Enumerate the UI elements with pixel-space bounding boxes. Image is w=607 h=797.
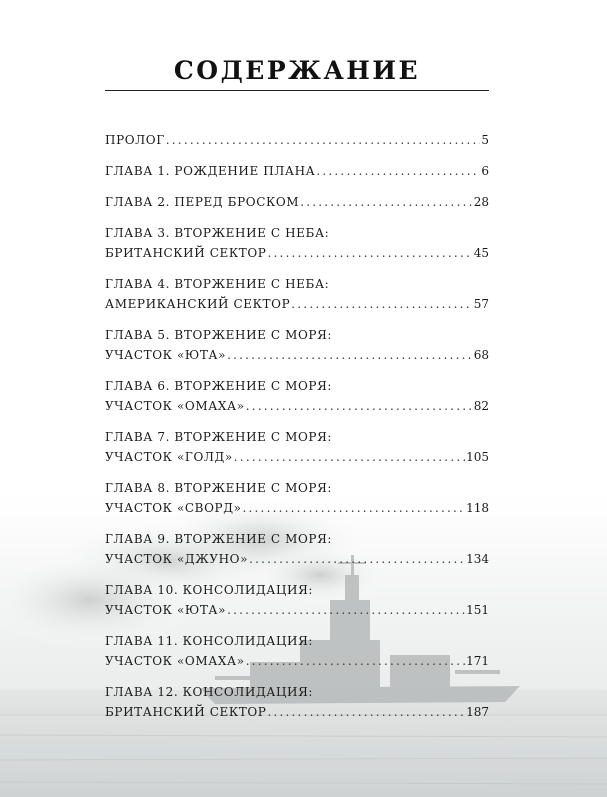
toc-page-number: 118 — [466, 501, 489, 515]
toc-entry-title: ГЛАВА 4. ВТОРЖЕНИЕ С НЕБА: — [105, 277, 330, 291]
toc-page-number: 171 — [466, 654, 489, 668]
dot-leader — [316, 161, 480, 181]
toc-entry-subtitle: БРИТАНСКИЙ СЕКТОР — [105, 246, 267, 260]
toc-page-number: 6 — [481, 164, 489, 178]
dot-leader — [246, 651, 465, 671]
toc-entry-chapter-5[interactable] — [105, 325, 489, 365]
title-divider — [105, 90, 489, 91]
toc-entry-title: ГЛАВА 10. КОНСОЛИДАЦИЯ: — [105, 583, 314, 597]
toc-entry-prologue[interactable] — [105, 130, 489, 150]
toc-entry-chapter-7[interactable] — [105, 427, 489, 467]
toc-page-number: 68 — [473, 348, 489, 362]
toc-entry-chapter-10[interactable] — [105, 580, 489, 620]
toc-entry-subtitle: АМЕРИКАНСКИЙ СЕКТОР — [105, 297, 291, 311]
page-title: СОДЕРЖАНИЕ — [173, 56, 421, 85]
dot-leader — [243, 498, 466, 518]
toc-entry-chapter-2[interactable] — [105, 192, 489, 212]
toc-entry-title: ГЛАВА 3. ВТОРЖЕНИЕ С НЕБА: — [105, 226, 330, 240]
toc-entry-title: ГЛАВА 8. ВТОРЖЕНИЕ С МОРЯ: — [105, 481, 333, 495]
toc-entry-chapter-11[interactable] — [105, 631, 489, 671]
toc-page-number: 187 — [466, 705, 489, 719]
toc-entry-title: ГЛАВА 6. ВТОРЖЕНИЕ С МОРЯ: — [105, 379, 333, 393]
toc-entry-subtitle: УЧАСТОК «ГОЛД» — [105, 450, 233, 464]
toc-page-number: 105 — [466, 450, 489, 464]
toc-entry-title: ГЛАВА 2. ПЕРЕД БРОСКОМ — [105, 195, 300, 209]
toc-entry-title: ГЛАВА 5. ВТОРЖЕНИЕ С МОРЯ: — [105, 328, 333, 342]
toc-entry-chapter-12[interactable] — [105, 682, 489, 722]
toc-entry-subtitle: УЧАСТОК «ДЖУНО» — [105, 552, 249, 566]
toc-entry-chapter-6[interactable] — [105, 376, 489, 416]
toc-entry-title: ГЛАВА 12. КОНСОЛИДАЦИЯ: — [105, 685, 314, 699]
dot-leader — [227, 600, 465, 620]
dot-leader — [166, 130, 481, 150]
dot-leader — [267, 702, 465, 722]
toc-page-number: 151 — [466, 603, 489, 617]
dot-leader — [249, 549, 465, 569]
toc-page-number: 28 — [473, 195, 489, 209]
toc-entry-chapter-3[interactable] — [105, 223, 489, 263]
dot-leader — [227, 345, 473, 365]
dot-leader — [246, 396, 473, 416]
dot-leader — [234, 447, 465, 467]
toc-page-number: 57 — [473, 297, 489, 311]
toc-entry-subtitle: УЧАСТОК «ОМАХА» — [105, 654, 245, 668]
toc-page-number: 134 — [466, 552, 489, 566]
toc-entry-chapter-1[interactable] — [105, 161, 489, 181]
toc-entry-subtitle: УЧАСТОК «ЮТА» — [105, 348, 227, 362]
toc-entry-chapter-8[interactable] — [105, 478, 489, 518]
dot-leader — [300, 192, 473, 212]
toc-entry-chapter-9[interactable] — [105, 529, 489, 569]
toc-entry-subtitle: УЧАСТОК «ЮТА» — [105, 603, 227, 617]
toc-entry-title: ГЛАВА 9. ВТОРЖЕНИЕ С МОРЯ: — [105, 532, 333, 546]
toc-entry-subtitle: УЧАСТОК «ОМАХА» — [105, 399, 245, 413]
toc-page-number: 45 — [473, 246, 489, 260]
toc-entry-subtitle: БРИТАНСКИЙ СЕКТОР — [105, 705, 267, 719]
toc-page-number: 82 — [473, 399, 489, 413]
table-of-contents — [105, 130, 489, 733]
toc-page-number: 5 — [481, 133, 489, 147]
toc-entry-title: ГЛАВА 11. КОНСОЛИДАЦИЯ: — [105, 634, 314, 648]
toc-entry-title: ГЛАВА 7. ВТОРЖЕНИЕ С МОРЯ: — [105, 430, 333, 444]
toc-entry-chapter-4[interactable] — [105, 274, 489, 314]
toc-entry-subtitle: УЧАСТОК «СВОРД» — [105, 501, 242, 515]
toc-entry-title: ГЛАВА 1. РОЖДЕНИЕ ПЛАНА — [105, 164, 316, 178]
toc-entry-title: ПРОЛОГ — [105, 133, 165, 147]
dot-leader — [267, 243, 472, 263]
dot-leader — [291, 294, 472, 314]
